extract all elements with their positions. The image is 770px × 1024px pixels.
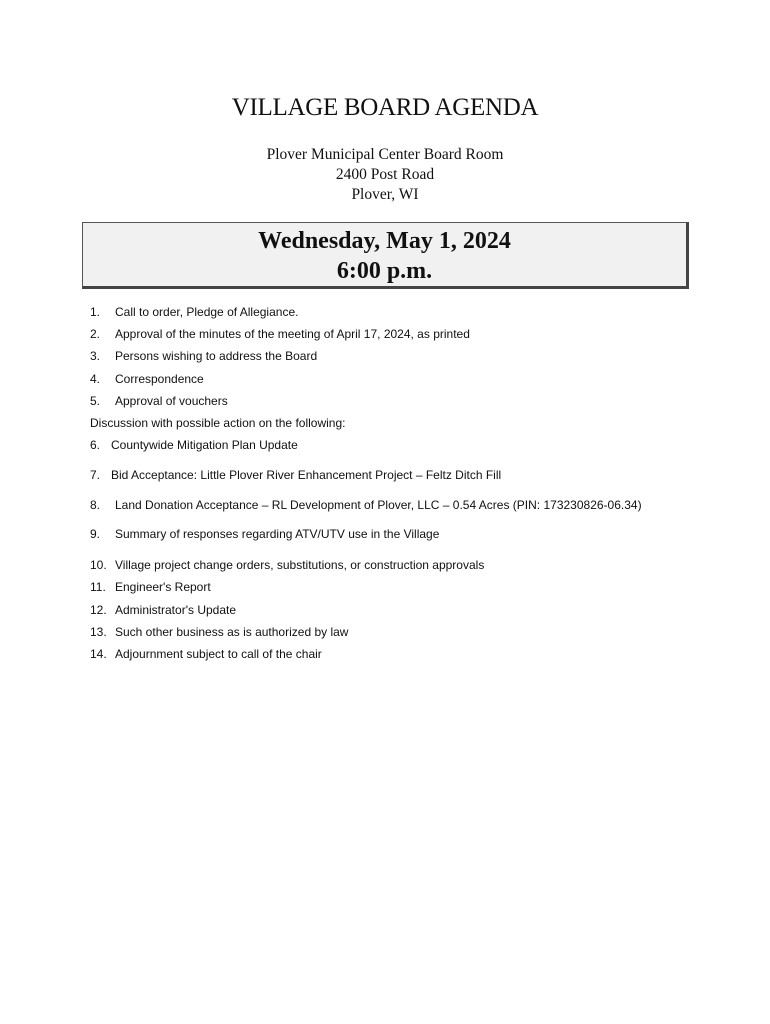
discussion-header: Discussion with possible action on the following: xyxy=(90,416,346,430)
agenda-item xyxy=(90,647,322,661)
agenda-item xyxy=(90,558,485,572)
agenda-item-number: 11. xyxy=(90,580,106,594)
agenda-item-text: Adjournment subject to call of the chair xyxy=(115,647,322,661)
agenda-item-text: Land Donation Acceptance – RL Development of Plover, LLC – 0.54 Acres (PIN: 173230826-06.34) xyxy=(115,498,642,512)
meeting-location xyxy=(0,145,770,205)
agenda-item-number: 13. xyxy=(90,625,107,639)
meeting-datetime-box xyxy=(82,222,689,289)
agenda-item xyxy=(90,438,298,452)
agenda-item-number: 6. xyxy=(90,438,101,452)
agenda-item xyxy=(90,498,642,512)
agenda-item xyxy=(90,625,349,639)
agenda-item-number: 5. xyxy=(90,394,101,408)
agenda-item-text: Administrator's Update xyxy=(115,603,237,617)
agenda-item-text: Bid Acceptance: Little Plover River Enhancement Project – Feltz Ditch Fill xyxy=(111,468,502,482)
agenda-item-text: Call to order, Pledge of Allegiance. xyxy=(115,305,299,319)
agenda-item xyxy=(90,394,228,408)
agenda-item-text: Approval of the minutes of the meeting of April 17, 2024, as printed xyxy=(115,327,470,341)
agenda-item-number: 12. xyxy=(90,603,107,617)
agenda-item-number: 14. xyxy=(90,647,107,661)
agenda-item-number: 10. xyxy=(90,558,107,572)
location-line-room: Plover Municipal Center Board Room xyxy=(266,146,504,163)
location-line-address: 2400 Post Road xyxy=(335,166,435,183)
agenda-item-number: 7. xyxy=(90,468,101,482)
agenda-item-text: Engineer's Report xyxy=(115,580,211,594)
agenda-item-text: Persons wishing to address the Board xyxy=(115,349,318,363)
agenda-item xyxy=(90,468,502,482)
location-line-city: Plover, WI xyxy=(351,186,419,203)
agenda-item-number: 4. xyxy=(90,372,101,386)
agenda-item-number: 1. xyxy=(90,305,101,319)
agenda-title: VILLAGE BOARD AGENDA xyxy=(231,94,539,121)
agenda-item xyxy=(90,603,237,617)
agenda-item-text: Village project change orders, substitutions, or construction approvals xyxy=(115,558,485,572)
meeting-date: Wednesday, May 1, 2024 xyxy=(258,228,511,254)
agenda-item-number: 8. xyxy=(90,498,101,512)
agenda-item-text: Approval of vouchers xyxy=(115,394,228,408)
agenda-item-number: 2. xyxy=(90,327,101,341)
agenda-item xyxy=(90,349,318,363)
agenda-item-number: 9. xyxy=(90,527,101,541)
agenda-item xyxy=(90,327,470,341)
agenda-item xyxy=(90,527,440,541)
agenda-item-text: Correspondence xyxy=(115,372,204,386)
meeting-time: 6:00 p.m. xyxy=(336,258,433,284)
agenda-item-text: Countywide Mitigation Plan Update xyxy=(111,438,298,452)
agenda-item xyxy=(90,305,299,319)
agenda-item-text: Summary of responses regarding ATV/UTV use in the Village xyxy=(115,527,440,541)
agenda-item xyxy=(90,372,204,386)
agenda-item-number: 3. xyxy=(90,349,101,363)
agenda-item xyxy=(90,580,211,594)
agenda-item-text: Such other business as is authorized by law xyxy=(115,625,349,639)
